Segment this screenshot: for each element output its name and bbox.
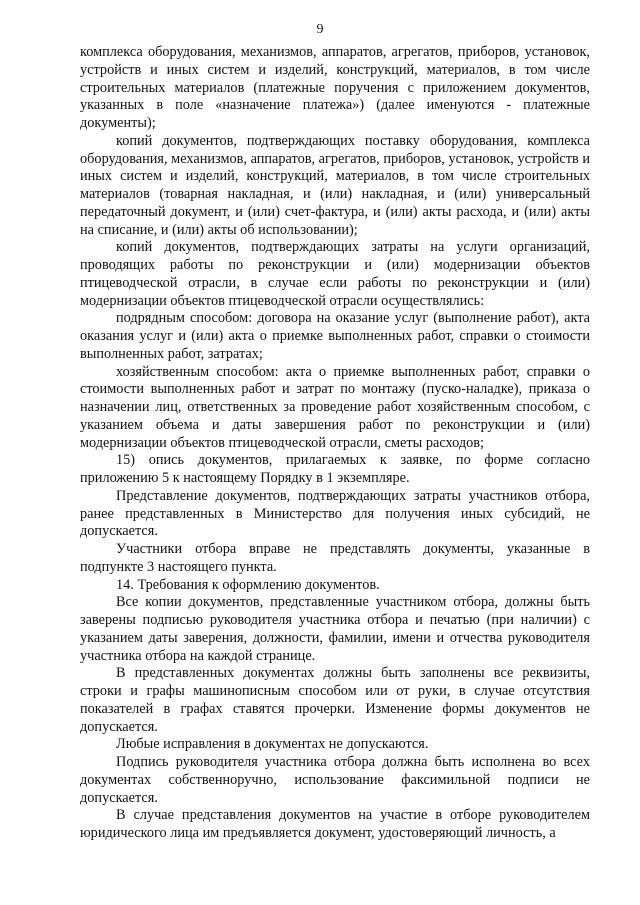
- paragraph-identity-document: В случае представления документов на участие в отборе руководителем юридического лица им предъявляется документ, удостоверяющий личность, а: [80, 807, 590, 841]
- paragraph-contract-method: подрядным способом: договора на оказание услуг (выполнение работ), акта оказания услуг и (или) акта о приемке выполненных работ, справки о стоимости выполненных работ, затратах;: [80, 310, 590, 362]
- paragraph-service-cost-docs: копий документов, подтверждающих затраты на услуги организаций, проводящих работы по реконструкции и (или) модернизации объектов птицеводческой отрасли, в случае если работы по реконструкции и (или) модернизации объектов птицеводческой отрасли осуществлялись:: [80, 239, 590, 309]
- paragraph-document-inventory: 15) опись документов, прилагаемых к заявке, по форме согласно приложению 5 к настоящему Порядку в 1 экземпляре.: [80, 452, 590, 486]
- paragraph-equipment-payment-docs: комплекса оборудования, механизмов, аппаратов, агрегатов, приборов, установок, устройств и иных систем и изделий, конструкций, материалов, в том числе строительных материалов (платежные поручения с приложением документов, указанных в поле «назначение платежа») (далее именуются - платежные документы);: [80, 44, 590, 131]
- paragraph-no-corrections: Любые исправления в документах не допускаются.: [116, 736, 429, 753]
- document-body: [80, 44, 590, 843]
- section-heading-14: 14. Требования к оформлению документов.: [116, 576, 380, 593]
- paragraph-optional-documents: Участники отбора вправе не представлять документы, указанные в подпункте 3 настоящего пункта.: [80, 541, 590, 575]
- paragraph-required-fields: В представленных документах должны быть заполнены все реквизиты, строки и графы машинописным способом или от руки, в случае отсутствия показателей в графах ставятся прочерки. Изменение формы документов не допускается.: [80, 665, 590, 735]
- page-number: 9: [316, 22, 324, 37]
- paragraph-in-house-method: хозяйственным способом: акта о приемке выполненных работ, справки о стоимости выполненных работ и затрат по монтажу (пуско-наладке), приказа о назначении лиц, ответственных за проведение работ хозяйственным способом, с указанием объема и даты завершения работ по реконструкции и (или) модернизации объектов птицеводческой отрасли, сметы расходов;: [80, 363, 590, 451]
- paragraph-copy-certification: Все копии документов, представленные участником отбора, должны быть заверены подписью руководителя участника отбора и печатью (при наличии) с указанием даты заверения, должности, фамилии, имени и отчества руководителя участника отбора на каждой странице.: [80, 594, 590, 664]
- paragraph-delivery-docs: копий документов, подтверждающих поставку оборудования, комплекса оборудования, механизмов, аппаратов, агрегатов, приборов, установок, устройств и иных систем и изделий, конструкций, материалов, в том числе строительных материалов (товарная накладная, и (или) накладная, и (или) универсальный передаточный документ, и (или) счет-фактура, и (или) акты расхода, и (или) акты на списание, и (или) акты об использовании);: [80, 132, 590, 238]
- paragraph-signature-rules: Подпись руководителя участника отбора должна быть исполнена во всех документах собственноручно, использование факсимильной подписи не допускается.: [80, 754, 590, 806]
- paragraph-previous-submission: Представление документов, подтверждающих затраты участников отбора, ранее представленных в Министерство для получения иных субсидий, не допускается.: [80, 487, 590, 540]
